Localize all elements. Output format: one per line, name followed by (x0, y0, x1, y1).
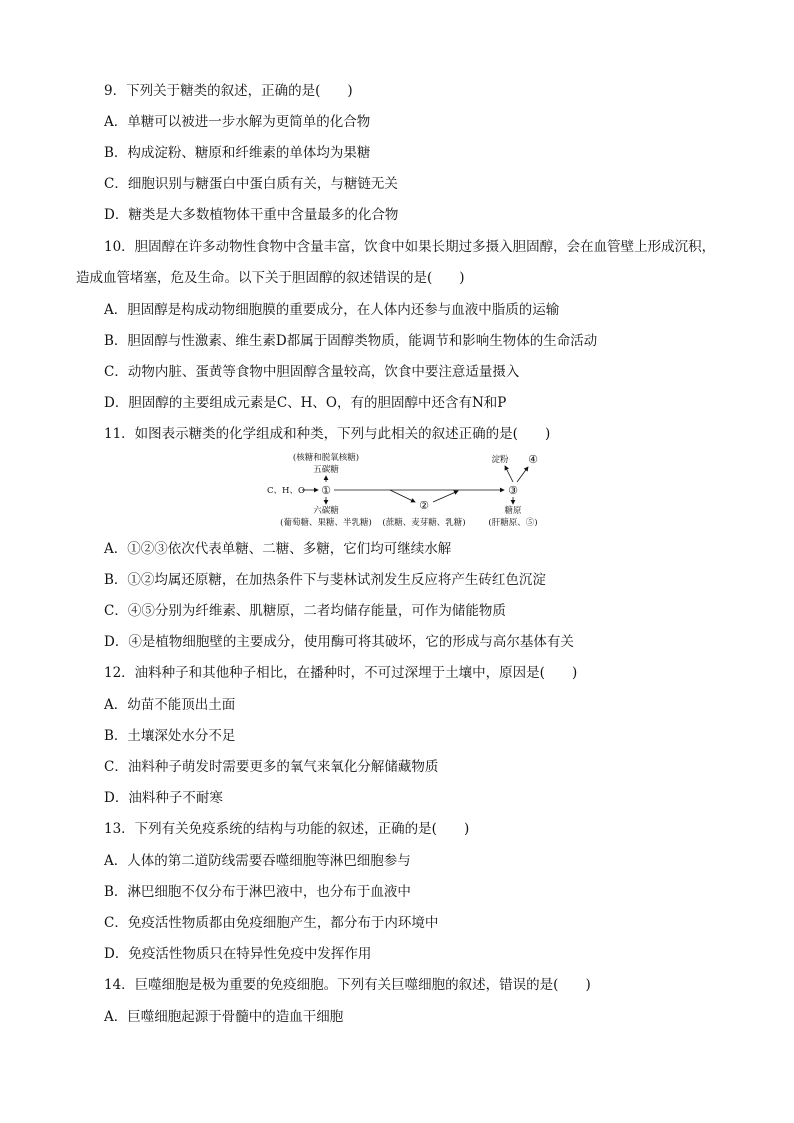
question-13-option-b: B．淋巴细胞不仅分布于淋巴液中，也分布于血液中 (104, 884, 411, 900)
question-11-option-c: C．④⑤分别为纤维素、肌糖原，二者均储存能量，可作为储能物质 (104, 603, 506, 619)
starch-label: 淀粉 (491, 455, 509, 465)
question-13-option-c: C．免疫活性物质都由免疫细胞产生，都分布于内环境中 (104, 915, 439, 931)
question-10-option-c: C．动物内脏、蛋黄等食物中胆固醇含量较高，饮食中要注意适量摄入 (104, 364, 520, 380)
disaccharide-note: (蔗糖、麦芽糖、乳糖) (382, 518, 466, 528)
question-10-option-b: B．胆固醇与性激素、维生素D都属于固醇类物质，能调节和影响生物体的生命活动 (104, 333, 598, 349)
node-1: ① (321, 484, 331, 497)
node-4: ④ (528, 453, 538, 466)
question-10-stem-line1: 10．胆固醇在许多动物性食物中含量丰富，饮食中如果长期过多摄入胆固醇，会在血管壁上形成沉积， (104, 239, 716, 255)
elements-label: C、H、O (267, 486, 305, 496)
hexose-note: (葡萄糖、果糖、半乳糖) (280, 518, 372, 528)
arrow-3-to-starch (505, 466, 513, 482)
pentose-note: (核糖和脱氧核糖) (292, 453, 360, 463)
question-12-option-d: D．油料种子不耐寒 (104, 790, 223, 806)
question-10-option-d: D．胆固醇的主要组成元素是C、H、O，有的胆固醇中还含有N和P (104, 395, 507, 411)
question-11-option-d: D．④是植物细胞壁的主要成分，使用酶可将其破坏，它的形成与高尔基体有关 (104, 634, 574, 650)
question-12-stem: 12．油料种子和其他种子相比，在播种时，不可过深埋于土壤中，原因是( ) (104, 665, 578, 681)
node-2: ② (419, 499, 429, 512)
question-10-option-a: A．胆固醇是构成动物细胞膜的重要成分，在人体内还参与血液中脂质的运输 (104, 302, 560, 318)
question-14-stem: 14．巨噬细胞是极为重要的免疫细胞。下列有关巨噬细胞的叙述，错误的是( ) (104, 977, 591, 993)
hexose-label: 六碳糖 (313, 506, 339, 516)
question-10-stem-line2: 造成血管堵塞，危及生命。以下关于胆固醇的叙述错误的是( ) (76, 270, 465, 286)
question-11-option-b: B．①②均属还原糖，在加热条件下与斐林试剂发生反应将产生砖红色沉淀 (104, 572, 546, 588)
sugar-classification-diagram (262, 452, 562, 532)
question-9-option-a: A．单糖可以被进一步水解为更简单的化合物 (104, 114, 371, 130)
question-12-option-a: A．幼苗不能顶出土面 (104, 697, 236, 713)
glycogen-note: (肝糖原、⑤) (488, 518, 538, 528)
question-9-stem: 9．下列关于糖类的叙述，正确的是( ) (104, 83, 353, 99)
arrow-1-to-2 (390, 490, 415, 502)
glycogen-label: 糖原 (504, 506, 522, 516)
question-14-option-a: A．巨噬细胞起源于骨髓中的造血干细胞 (104, 1009, 344, 1025)
question-12-option-b: B．土壤深处水分不足 (104, 728, 236, 744)
question-9-option-b: B．构成淀粉、糖原和纤维素的单体均为果糖 (104, 145, 371, 161)
arrow-3-to-4 (517, 467, 528, 482)
question-9-option-c: C．细胞识别与糖蛋白中蛋白质有关，与糖链无关 (104, 176, 398, 192)
question-12-option-c: C．油料种子萌发时需要更多的氧气来氧化分解储藏物质 (104, 759, 439, 775)
question-13-option-d: D．免疫活性物质只在特异性免疫中发挥作用 (104, 946, 372, 962)
question-11-option-a: A．①②③依次代表单糖、二糖、多糖，它们均可继续水解 (104, 541, 452, 557)
question-9-option-d: D．糖类是大多数植物体干重中含量最多的化合物 (104, 207, 399, 223)
node-3: ③ (508, 484, 518, 497)
arrow-2-to-3 (433, 491, 458, 502)
question-13-option-a: A．人体的第二道防线需要吞噬细胞等淋巴细胞参与 (104, 853, 411, 869)
pentose-label: 五碳糖 (313, 465, 339, 475)
question-13-stem: 13．下列有关免疫系统的结构与功能的叙述，正确的是( ) (104, 821, 470, 837)
question-11-stem: 11．如图表示糖类的化学组成和种类，下列与此相关的叙述正确的是( ) (104, 426, 551, 442)
